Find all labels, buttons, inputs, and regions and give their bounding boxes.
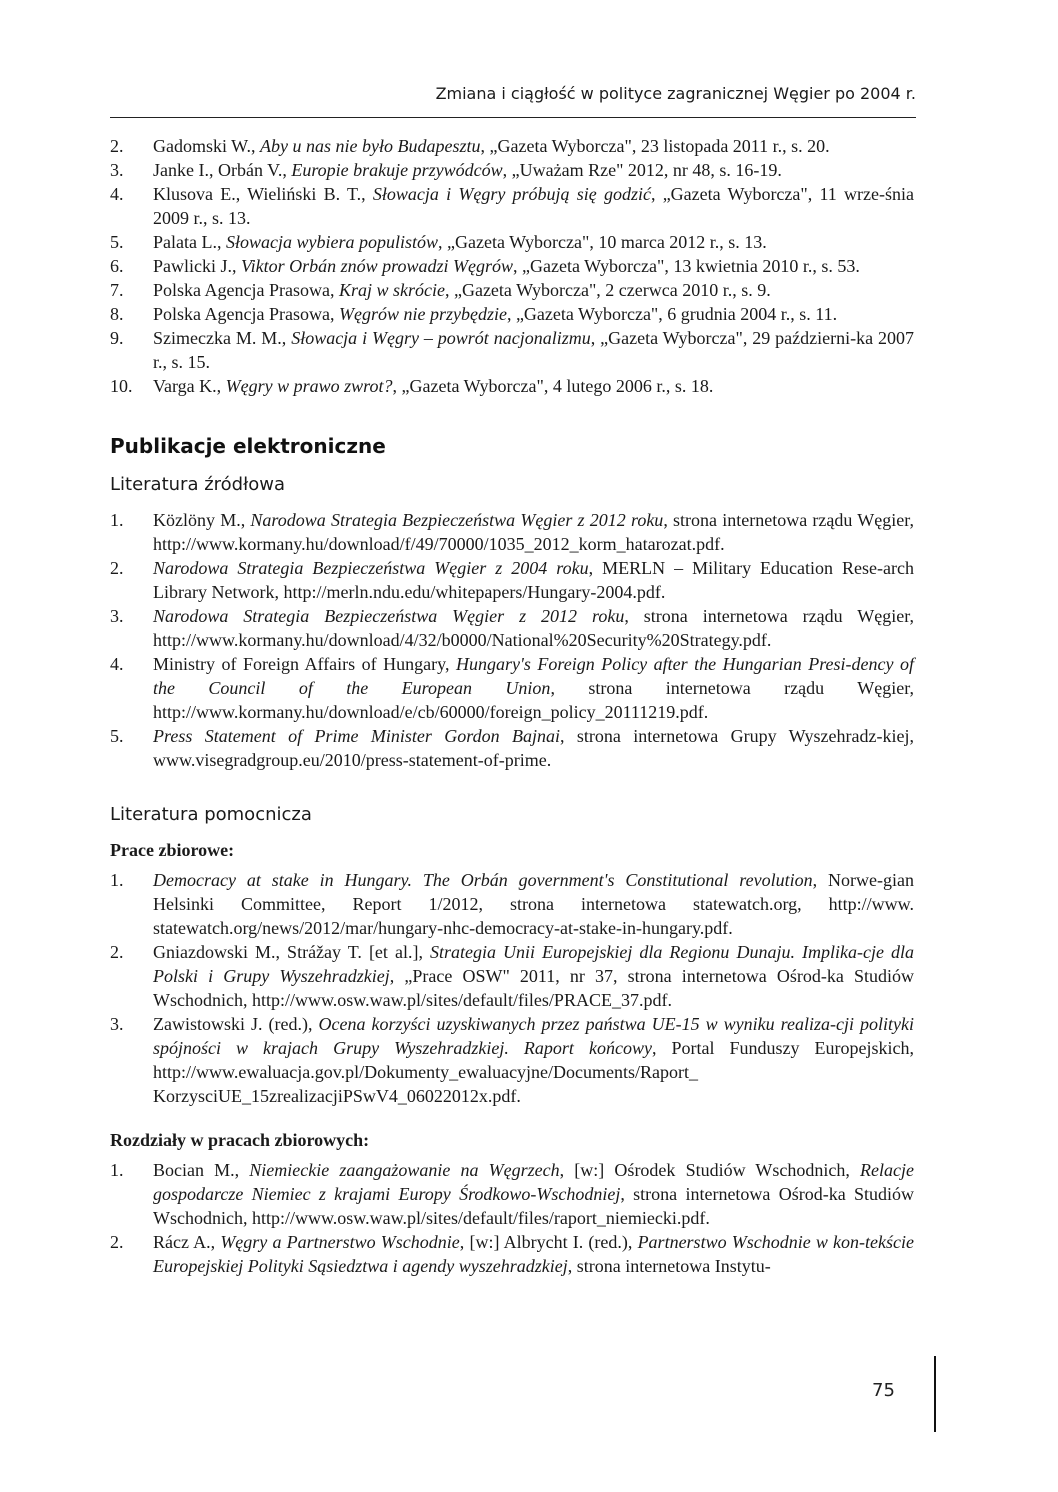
reference-item bbox=[110, 1158, 914, 1230]
reference-details: , MERLN – Military Education Rese-arch Library Network, http://merln.ndu.edu/whitepapers/Hungary-2004.pdf. bbox=[153, 558, 914, 602]
reference-number: 8. bbox=[110, 304, 124, 324]
reference-authors: Pawlicki J., bbox=[153, 256, 241, 276]
reference-title: Ocena korzyści uzyskiwanych przez państwa UE-15 w wyniku realiza-cji polityki spójności w krajach Grupy Wyszehradzkiej. Raport końcowy bbox=[153, 1014, 914, 1058]
reference-authors: Gadomski W., bbox=[153, 136, 261, 156]
bibliography bbox=[110, 134, 914, 1278]
reference-number: 6. bbox=[110, 256, 124, 276]
collective-works-title: Prace zbiorowe: bbox=[110, 840, 235, 860]
reference-details: , „Gazeta Wyborcza", 11 wrze-śnia 2009 r., s. 13. bbox=[153, 184, 914, 228]
reference-item bbox=[110, 326, 914, 374]
reference-title: Narodowa Strategia Bezpieczeństwa Węgier z 2012 roku bbox=[250, 510, 664, 530]
reference-item bbox=[110, 940, 914, 1012]
reference-item bbox=[110, 724, 914, 772]
reference-details: , „Gazeta Wyborcza", 2 czerwca 2010 r., s. 9. bbox=[444, 280, 771, 300]
reference-number: 1. bbox=[110, 510, 124, 530]
reference-number: 2. bbox=[110, 1232, 124, 1252]
reference-title: Węgry w prawo zwrot? bbox=[225, 376, 393, 396]
reference-details: , „Gazeta Wyborcza", 29 październi-ka 2007 r., s. 15. bbox=[153, 328, 915, 372]
reference-title: Press Statement of Prime Minister Gordon Bajnai bbox=[153, 726, 560, 746]
collective-works-list bbox=[110, 868, 914, 1108]
reference-item bbox=[110, 254, 914, 278]
reference-details: , strona internetowa Instytu- bbox=[567, 1256, 771, 1276]
reference-authors: Rácz A., bbox=[153, 1232, 221, 1252]
reference-details: , „Gazeta Wyborcza", 13 kwietnia 2010 r., s. 53. bbox=[513, 256, 860, 276]
reference-details: , strona internetowa rządu Węgier, http://www.kormany.hu/download/f/49/70000/1035_2012_korm_hatarozat.pdf. bbox=[153, 510, 914, 554]
reference-authors: Polska Agencja Prasowa, bbox=[153, 280, 339, 300]
reference-number: 2. bbox=[110, 558, 124, 578]
reference-details: , „Prace OSW" 2011, nr 37, strona internetowa Ośrod-ka Studiów Wschodnich, http://www.osw.waw.pl/sites/default/files/PRACE_37.pdf. bbox=[153, 966, 914, 1010]
reference-item bbox=[110, 374, 914, 398]
page-edge-rule bbox=[934, 1356, 936, 1432]
reference-details: , „Gazeta Wyborcza", 10 marca 2012 r., s. 13. bbox=[438, 232, 767, 252]
subsection-sources-title: Literatura źródłowa bbox=[110, 474, 285, 495]
reference-authors: Varga K., bbox=[153, 376, 226, 396]
reference-number: 5. bbox=[110, 726, 124, 746]
reference-authors: Közlöny M., bbox=[153, 510, 251, 530]
reference-title: Europie brakuje przywódców bbox=[291, 160, 503, 180]
reference-item bbox=[110, 230, 914, 254]
reference-container-title: Partnerstwo Wschodnie w kon-tekście Europejskiej Polityki Sąsiedztwa i agendy wyszehradzkiej bbox=[153, 1232, 914, 1276]
reference-number: 4. bbox=[110, 184, 124, 204]
reference-container: , [w:] Albrycht I. (red.), bbox=[459, 1232, 638, 1252]
reference-item bbox=[110, 134, 914, 158]
reference-details: , „Uważam Rze" 2012, nr 48, s. 16-19. bbox=[502, 160, 782, 180]
reference-authors: Zawistowski J. (red.), bbox=[153, 1014, 319, 1034]
chapters-title: Rozdziały w pracach zbiorowych: bbox=[110, 1130, 370, 1150]
reference-details: , strona internetowa rządu Węgier, http://www.kormany.hu/download/e/cb/60000/foreign_policy_20111219.pdf. bbox=[153, 678, 914, 722]
reference-number: 3. bbox=[110, 606, 124, 626]
reference-number: 3. bbox=[110, 1014, 124, 1034]
reference-title: Democracy at stake in Hungary. The Orbán government's Constitutional revolution bbox=[153, 870, 813, 890]
reference-number: 4. bbox=[110, 654, 124, 674]
reference-title: Viktor Orbán znów prowadzi Węgrów bbox=[241, 256, 514, 276]
reference-number: 3. bbox=[110, 160, 124, 180]
reference-title: Narodowa Strategia Bezpieczeństwa Węgier z 2004 roku bbox=[153, 558, 589, 578]
reference-number: 1. bbox=[110, 870, 124, 890]
reference-item bbox=[110, 556, 914, 604]
subsection-auxiliary-title: Literatura pomocnicza bbox=[110, 804, 312, 825]
reference-title: Niemieckie zaangażowanie na Węgrzech bbox=[249, 1160, 560, 1180]
reference-item bbox=[110, 1012, 914, 1108]
reference-number: 2. bbox=[110, 942, 124, 962]
reference-title: Aby u nas nie było Budapesztu bbox=[260, 136, 481, 156]
press-list bbox=[110, 134, 914, 398]
reference-container: , [w:] Ośrodek Studiów Wschodnich, bbox=[559, 1160, 861, 1180]
reference-title: Hungary's Foreign Policy after the Hungarian Presi-dency of the Council of the European Union bbox=[153, 654, 914, 698]
reference-details: , strona internetowa Ośrod-ka Studiów Wschodnich, http://www.osw.waw.pl/sites/default/files/raport_niemiecki.pdf. bbox=[153, 1184, 914, 1228]
reference-details: , strona internetowa rządu Węgier, http://www.kormany.hu/download/4/32/b0000/National%20Security%20Strategy.pdf. bbox=[153, 606, 914, 650]
reference-title: Słowacja i Węgry – powrót nacjonalizmu bbox=[291, 328, 591, 348]
reference-item bbox=[110, 508, 914, 556]
reference-item bbox=[110, 1230, 914, 1278]
reference-item bbox=[110, 278, 914, 302]
sources-list bbox=[110, 508, 914, 772]
reference-title: Słowacja wybiera populistów bbox=[225, 232, 438, 252]
reference-authors: Bocian M., bbox=[153, 1160, 250, 1180]
reference-authors: Szimeczka M. M., bbox=[153, 328, 292, 348]
reference-authors: Klusova E., Wieliński B. T., bbox=[153, 184, 373, 204]
reference-item bbox=[110, 652, 914, 724]
reference-item bbox=[110, 868, 914, 940]
section-title: Publikacje elektroniczne bbox=[110, 434, 386, 458]
reference-number: 9. bbox=[110, 328, 124, 348]
reference-container-title: Relacje gospodarcze Niemiec z krajami Europy Środkowo-Wschodniej bbox=[153, 1160, 914, 1204]
reference-details: , Norwe-gian Helsinki Committee, Report 1/2012, strona internetowa statewatch.org, http://www. statewatch.org/news/2012/mar/hungary-nhc-democracy-at-stake-in-hungary.pdf. bbox=[153, 870, 914, 938]
reference-title: Węgry a Partnerstwo Wschodnie bbox=[220, 1232, 460, 1252]
reference-details: , „Gazeta Wyborcza", 23 listopada 2011 r., s. 20. bbox=[480, 136, 830, 156]
reference-title: Narodowa Strategia Bezpieczeństwa Węgier z 2012 roku bbox=[153, 606, 625, 626]
reference-title: Strategia Unii Europejskiej dla Regionu Dunaju. Implika-cje dla Polski i Grupy Wyszehradzkiej bbox=[153, 942, 914, 986]
running-head: Zmiana i ciągłość w polityce zagranicznej Węgier po 2004 r. bbox=[435, 84, 916, 103]
reference-title: Kraj w skrócie bbox=[338, 280, 445, 300]
header-rule bbox=[110, 117, 916, 118]
page-number: 75 bbox=[872, 1380, 895, 1401]
reference-details: , Portal Funduszy Europejskich, http://www.ewaluacja.gov.pl/Dokumenty_ewaluacyjne/Documents/Raport_ KorzysciUE_15zrealizacjiPSwV4_06022012x.pdf. bbox=[153, 1038, 914, 1106]
reference-item bbox=[110, 302, 914, 326]
reference-details: , „Gazeta Wyborcza", 4 lutego 2006 r., s. 18. bbox=[392, 376, 714, 396]
reference-number: 1. bbox=[110, 1160, 124, 1180]
reference-title: Węgrów nie przybędzie bbox=[338, 304, 507, 324]
reference-item bbox=[110, 182, 914, 230]
reference-item bbox=[110, 604, 914, 652]
reference-number: 5. bbox=[110, 232, 124, 252]
reference-authors: Gniazdowski M., Strážay T. [et al.], bbox=[153, 942, 430, 962]
reference-number: 7. bbox=[110, 280, 124, 300]
reference-number: 2. bbox=[110, 136, 124, 156]
reference-authors: Ministry of Foreign Affairs of Hungary, bbox=[153, 654, 457, 674]
reference-authors: Palata L., bbox=[153, 232, 226, 252]
reference-authors: Polska Agencja Prasowa, bbox=[153, 304, 339, 324]
reference-authors: Janke I., Orbán V., bbox=[153, 160, 292, 180]
chapters-list bbox=[110, 1158, 914, 1278]
reference-details: , „Gazeta Wyborcza", 6 grudnia 2004 r., s. 11. bbox=[506, 304, 838, 324]
reference-title: Słowacja i Węgry próbują się godzić bbox=[372, 184, 651, 204]
reference-details: , strona internetowa Grupy Wyszehradz-kiej, www.visegradgroup.eu/2010/press-statement-of-prime. bbox=[153, 726, 914, 770]
reference-number: 10. bbox=[110, 376, 133, 396]
reference-item bbox=[110, 158, 914, 182]
